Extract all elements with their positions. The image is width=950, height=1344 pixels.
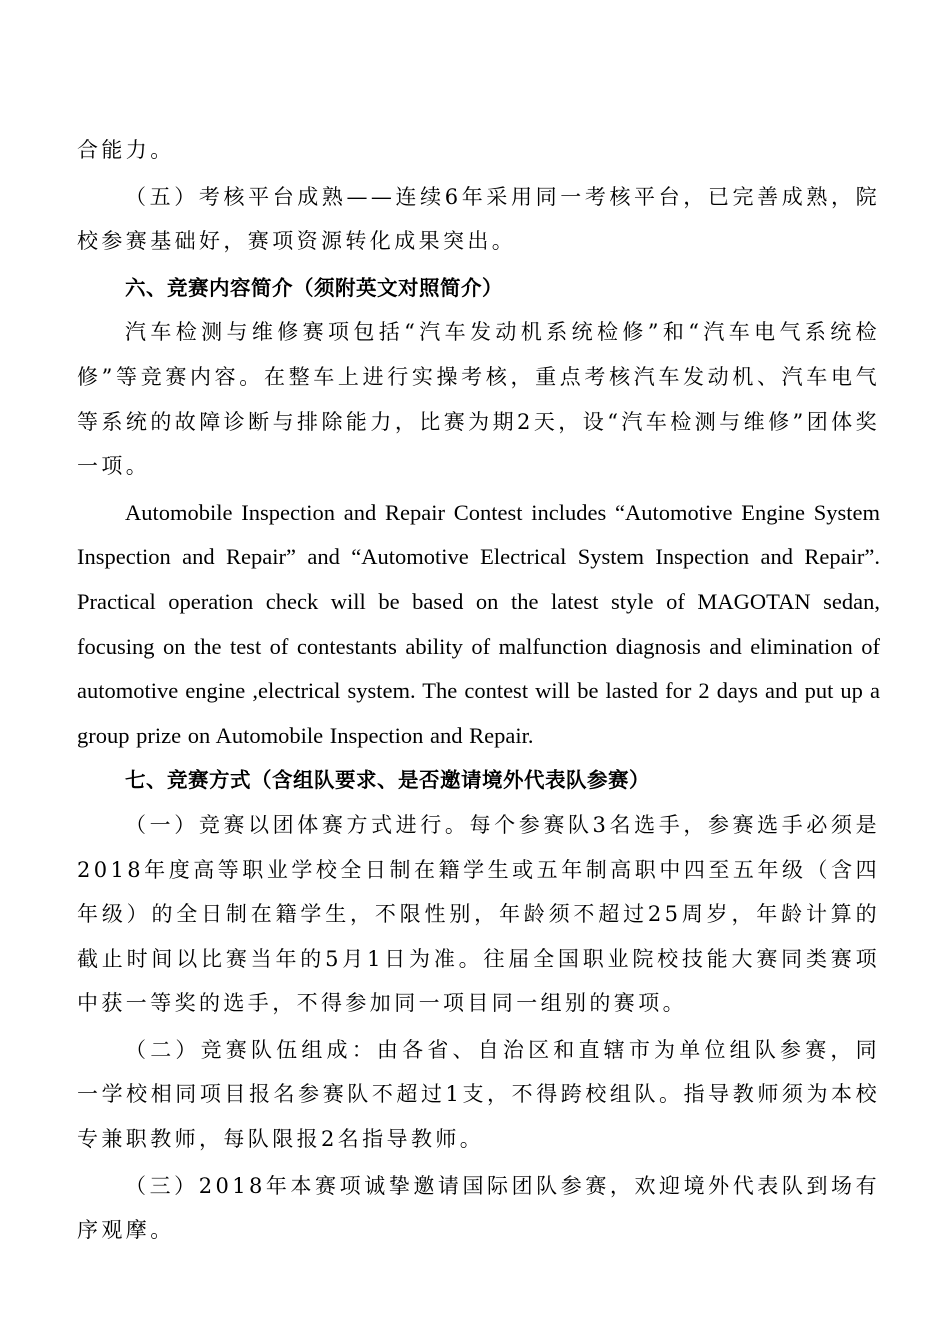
paragraph-contest-content-cn: 汽车检测与维修赛项包括“汽车发动机系统检修”和“汽车电气系统检修”等竞赛内容。在整车上进行实操考核，重点考核汽车发动机、汽车电气等系统的故障诊断与排除能力，比赛为期2天，设“汽车检测与维修”团体奖一项。 [77,320,880,479]
document-page [77,128,880,1253]
section-heading-contest-content: 六、竞赛内容简介（须附英文对照简介） [125,275,503,300]
paragraph-continuation: 合能力。 [77,138,175,162]
paragraph-team-competition: （一）竞赛以团体赛方式进行。每个参赛队3名选手，参赛选手必须是2018年度高等职业学校全日制在籍学生或五年制高职中四至五年级（含四年级）的全日制在籍学生，不限性别，年龄须不超过25周岁，年龄计算的截止时间以比赛当年的5月1日为准。往届全国职业院校技能大赛同类赛项中获一等奖的选手，不得参加同一项目同一组别的赛项。 [77,812,880,1016]
section-heading-contest-format: 七、竞赛方式（含组队要求、是否邀请境外代表队参赛） [125,768,650,793]
paragraph-contest-content-en: Automobile Inspection and Repair Contest includes “Automotive Engine System Inspection and Repair” and “Automotive Electrical System Inspection and Repair”. Practical operation check will be based on the latest style of MAGOTAN sedan, focusing on the test of contestants ability of malfunction diagnosis and elimination of automotive engine ,electrical system. The contest will be lasted for 2 days and put up a group prize on Automobile Inspection and Repair. [77,499,880,748]
paragraph-platform-maturity: （五）考核平台成熟——连续6年采用同一考核平台，已完善成熟，院校参赛基础好，赛项资源转化成果突出。 [77,184,880,254]
paragraph-international-teams: （三）2018年本赛项诚挚邀请国际团队参赛，欢迎境外代表队到场有序观摩。 [77,1173,880,1243]
paragraph-team-composition: （二）竞赛队伍组成：由各省、自治区和直辖市为单位组队参赛，同一学校相同项目报名参赛队不超过1支，不得跨校组队。指导教师须为本校专兼职教师，每队限报2名指导教师。 [77,1037,880,1152]
